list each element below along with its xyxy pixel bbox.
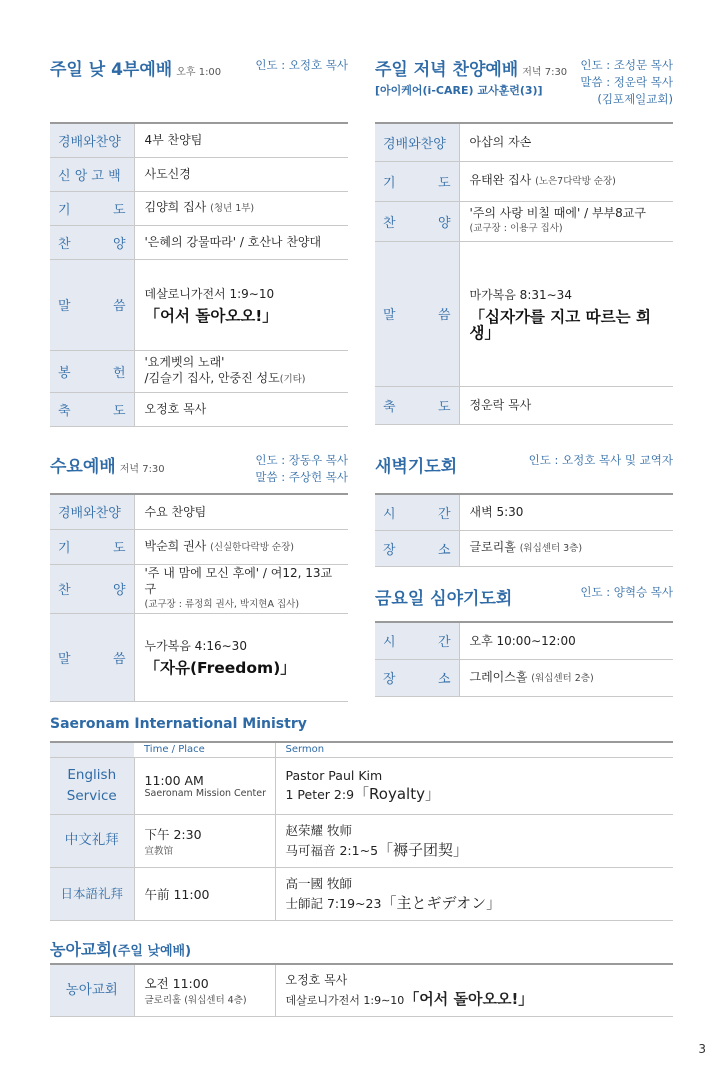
sunday-evening-section <box>375 55 673 425</box>
dawn-title: 새벽기도회 <box>375 457 458 477</box>
sunday-evening-table <box>375 122 673 425</box>
table-row: 中文礼拜 下午 2:30 宣教馆 赵荣耀 牧师 马可福音 2:1~5「褥子团契」 <box>50 814 673 867</box>
sunday-evening-title: 주일 저녁 찬양예배 저녁 7:30 [아이케어(i-CARE) 교사훈련(3)] <box>375 60 568 97</box>
sunday4-section <box>50 55 348 427</box>
table-row: 기 도 유태완 집사 (노은7다락방 순장) <box>375 161 673 201</box>
col-time-place: Time / Place <box>134 742 275 757</box>
table-row: 축 도 오정호 목사 <box>50 392 348 426</box>
deaf-section <box>50 937 673 1017</box>
table-row: English Service 11:00 AM Saeronam Mission Center Pastor Paul Kim 1 Peter 2:9「Royalty」 <box>50 757 673 814</box>
col-sermon: Sermon <box>275 742 673 757</box>
table-row: 기 도 김양희 집사 (청년 1부) <box>50 191 348 225</box>
table-row: 농아교회 오전 11:00 글로리홀 (워십센터 4층) 오정호 목사 데살로니가전서 1:9∼10「어서 돌아오오!」 <box>50 964 673 1016</box>
table-row: 기 도 박순희 권사 (신실한다락방 순장) <box>50 529 348 564</box>
table-row: 경배와찬양 아삽의 자손 <box>375 123 673 161</box>
table-row: 말 씀 누가복음 4:16∼30 「자유(Freedom)」 <box>50 613 348 701</box>
deaf-table <box>50 963 673 1017</box>
sunday4-title: 주일 낮 4부예배 오후 1:00 <box>50 60 222 80</box>
table-row: 시 간 새벽 5:30 <box>375 494 673 530</box>
sermon-title: 「십자가를 지고 따르는 희생」 <box>469 307 651 342</box>
friday-section <box>375 584 673 697</box>
table-row: 찬 양 '은혜의 강물따라' / 호산나 찬양대 <box>50 225 348 259</box>
table-row: 축 도 정운락 목사 <box>375 386 673 424</box>
sunday4-table <box>50 122 348 427</box>
international-section <box>50 716 673 921</box>
dawn-section <box>375 452 673 567</box>
international-table <box>50 741 673 921</box>
sunday4-leader: 인도 : 오정호 목사 <box>255 58 348 72</box>
dawn-leader: 인도 : 오정호 목사 및 교역자 <box>528 453 673 467</box>
sermon-title: 「어서 돌아오오!」 <box>144 306 278 325</box>
table-row: 봉 헌 '요게벳의 노래' /김슬기 집사, 안중진 성도(기타) <box>50 350 348 392</box>
friday-title: 금요일 심야기도회 <box>375 589 513 609</box>
table-row: 찬 양 '주 내 맘에 모신 후에' / 여12, 13교구 (교구장 : 류정희 권사, 박지현A 집사) <box>50 564 348 613</box>
deaf-title: 농아교회(주일 낮예배) <box>50 940 192 959</box>
table-header-row <box>50 742 673 757</box>
wednesday-title: 수요예배 저녁 7:30 <box>50 457 165 477</box>
friday-table <box>375 621 673 697</box>
friday-leader: 인도 : 양혁승 목사 <box>580 585 673 599</box>
table-row: 찬 양 '주의 사랑 비칠 때에' / 부부8교구 (교구장 : 이용구 집사) <box>375 201 673 241</box>
wednesday-leader: 인도 : 장동우 목사 말씀 : 주상헌 목사 <box>255 453 348 484</box>
table-row: 시 간 오후 10:00∼12:00 <box>375 622 673 659</box>
wednesday-section <box>50 452 348 702</box>
page-number: 3 <box>698 1042 706 1056</box>
table-row: 말 씀 데살로니가전서 1:9∼10 「어서 돌아오오!」 <box>50 259 348 350</box>
international-title: Saeronam International Ministry <box>50 716 307 732</box>
table-row: 말 씀 마가복음 8:31∼34 「십자가를 지고 따르는 희생」 <box>375 241 673 386</box>
table-row: 日本語礼拜 午前 11:00 高一國 牧師 士師記 7:19~23「主とギデオン」 <box>50 867 673 920</box>
sermon-title: 「자유(Freedom)」 <box>144 659 296 677</box>
table-row: 경배와찬양 4부 찬양팀 <box>50 123 348 157</box>
sunday-evening-leader: 인도 : 조성문 목사 말씀 : 정운락 목사 (김포제일교회) <box>580 58 673 106</box>
wednesday-table <box>50 493 348 702</box>
table-row: 경배와찬양 수요 찬양팀 <box>50 494 348 529</box>
dawn-table <box>375 493 673 567</box>
table-row: 장 소 글로리홀 (워십센터 3층) <box>375 530 673 566</box>
table-row: 신 앙 고 백 사도신경 <box>50 157 348 191</box>
table-row: 장 소 그레이스홀 (워십센터 2층) <box>375 659 673 696</box>
